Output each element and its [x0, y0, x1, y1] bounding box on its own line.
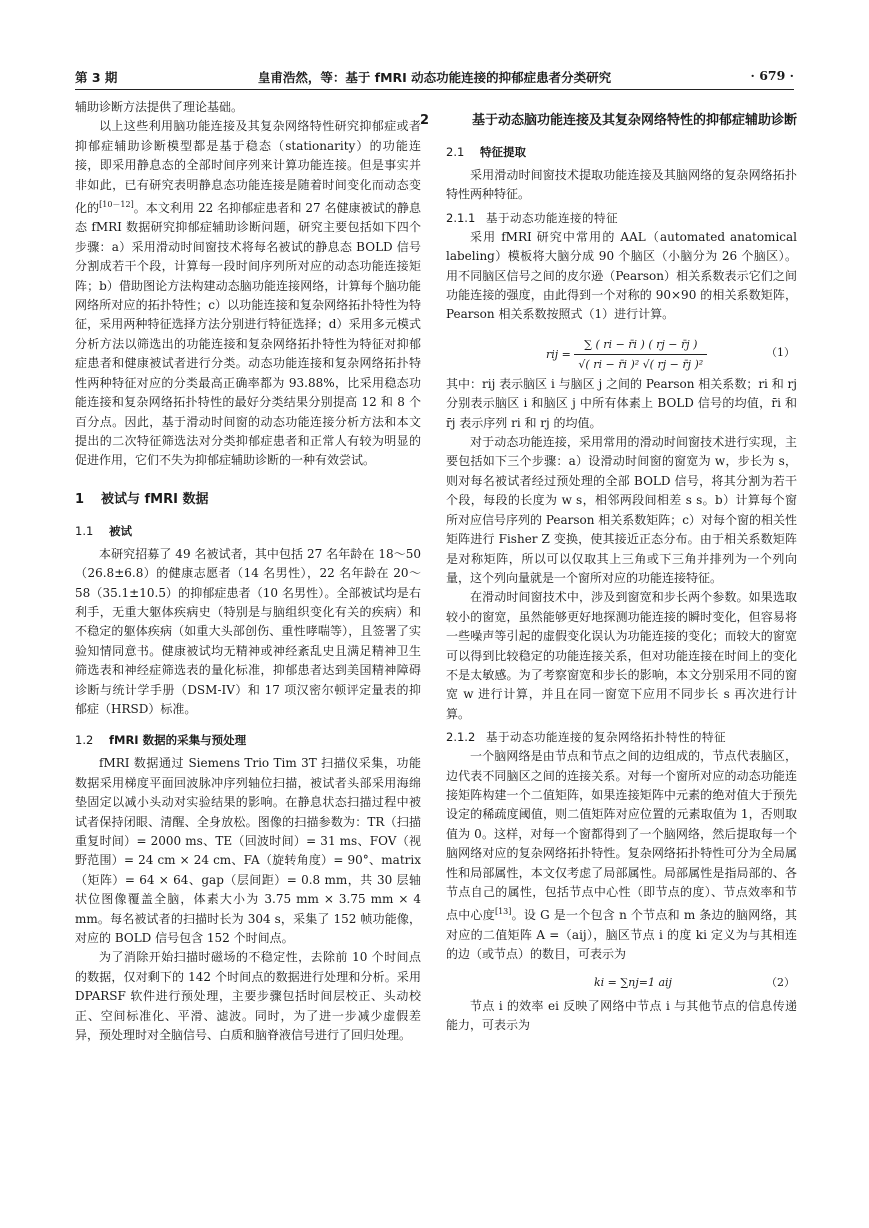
equation-expression: [546, 335, 707, 375]
paragraph-aal: 采用 fMRI 研究中常用的 AAL（automated anatomical labeling）模板将大脑分成 90 个脑区（小脑分为 26 个脑区）。用不同脑区信号之间的皮尔逊（Pearson）相关系数表示它们之间功能连接的强度，由此得到一个对称的 90×90 的相关系数矩阵，Pearson 相关系数按照式（1）进行计算。: [446, 229, 797, 322]
subsection-number: 1.1: [75, 523, 94, 538]
network-text-cont: 。设 G 是一个包含 n 个节点和 m 条边的脑网络，其对应的二值矩阵 A =（aij），脑区节点 i 的度 ki 定义为与其相连的边（或节点）的数目，可表示为: [446, 908, 797, 962]
equation-expression: ki = ∑nj=1 aij: [594, 975, 672, 989]
subsubsection-number: 2.1.1: [446, 210, 476, 225]
equation-2: [446, 971, 797, 993]
equation-denominator: √( ri − r̄i )² √( rj − r̄j )²: [578, 358, 704, 372]
subsection-heading: [75, 731, 421, 750]
paragraph-preprocessing: 为了消除开始扫描时磁场的不稳定性，去除前 10 个时间点的数据，仅对剩下的 142 个时间点的数据进行处理和分析。采用 DPARSF 软件进行预处理，主要步骤包括时间层校正、头动校正、空间标准化、平滑、滤波。同时，为了进一步减少虚假差异，预处理时对全脑信号、白质和脑脊液信号进行了回归处理。: [75, 950, 421, 1043]
subsubsection-heading: [446, 728, 797, 747]
section-title: 被试与 fMRI 数据: [101, 491, 209, 507]
subsubsection-title: 基于动态功能连接的特征: [486, 210, 618, 225]
subsection-number: 1.2: [75, 733, 94, 748]
network-text: 一个脑网络是由节点和节点之间的边组成的，节点代表脑区，边代表不同脑区之间的连接关系。对每一个窗所对应的动态功能连接矩阵构建一个二值矩阵，如果连接矩阵中元素的绝对值大于预先设定的稀疏度阈值，则二值矩阵对应位置的元素取值为 1，否则取值为 0。这样，对每一个窗都得到了一个脑网络，然后提取每一个脑网络对应的复杂网络拓扑特性。复杂网络拓扑特性可分为全局属性和局部属性，本文仅考虑了局部属性。局部属性是指局部的、各节点自己的属性，包括节点中心性（即节点的度）、节点效率和节点中心度: [446, 749, 797, 923]
right-column: [420, 98, 798, 1035]
subsubsection-number: 2.1.2: [446, 730, 476, 745]
subsection-title: 特征提取: [480, 145, 526, 159]
paragraph-eq1-explain: 其中：rij 表示脑区 i 与脑区 j 之间的 Pearson 相关系数；ri 和 rj 分别表示脑区 i 和脑区 j 中所有体素上 BOLD 信号的均值，r̄i 和 r̄j 表示序列 ri 和 rj 的均值。: [446, 376, 797, 430]
subsection-number: 2.1: [446, 145, 465, 159]
section-heading: [75, 489, 421, 510]
page-number: · 679 ·: [750, 68, 794, 83]
section-title: 基于动态脑功能连接及其复杂网络特性的抑郁症辅助诊断: [472, 113, 798, 128]
citation-ref: [10－12]: [99, 200, 134, 210]
section-heading: [420, 110, 798, 131]
running-header: [75, 64, 794, 90]
header-rule: [75, 89, 794, 90]
paragraph-efficiency: 节点 i 的效率 ei 反映了网络中节点 i 与其他节点的信息传递能力，可表示为: [446, 998, 797, 1033]
paragraph-feature-intro: 采用滑动时间窗技术提取功能连接及其脑网络的复杂网络拓扑特性两种特征。: [446, 168, 797, 202]
subsection-title: 被试: [109, 523, 132, 538]
paragraph-continued: 辅助诊断方法提供了理论基础。: [75, 100, 244, 114]
section-number: 2: [420, 113, 430, 128]
subsubsection-title: 基于动态功能连接的复杂网络拓扑特性的特征: [486, 730, 726, 745]
paragraph-subjects: 本研究招募了 49 名被试者，其中包括 27 名年龄在 18～50（26.8±6.8）的健康志愿者（14 名男性），22 名年龄在 20～58（35.1±10.5）的抑郁症患者（10 名男性）。全部被试均是右利手，无重大躯体疾病史（特别是与脑组织变化有关的疾病）和不稳定的躯体疾病（如重大头部创伤、重性哮喘等），且签署了实验知情同意书。健康被试均无精神或神经紊乱史且满足精神卫生筛选表和神经症筛选表的量化标准，抑郁患者达到美国精神障碍诊断与统计学手册（DSM-IV）和 17 项汉密尔顿评定量表的抑郁症（HRSD）标准。: [75, 546, 421, 716]
citation-ref: [13]: [494, 907, 512, 917]
intro-text-cont: 。本文利用 22 名抑郁症患者和 27 名健康被试的静息态 fMRI 数据研究抑郁症辅助诊断问题，研究主要包括如下四个步骤：a）采用滑动时间窗技术将每名被试的静息态 BOLD 信号分割成若干个段，计算每一段时间序列所对应的动态功能连接矩阵；b）借助图论方法构建动态脑功能连接网络，计算每个脑功能网络所对应的拓扑特性；c）以功能连接和复杂网络拓扑特性为特征，采用两种特征选择方法分别进行特征选择；d）采用多元模式分析方法以筛选出的功能连接和复杂网络拓扑特性为特征对抑郁症患者和健康被试者进行分类。动态功能连接和复杂网络拓扑特性两种特征对应的分类最高正确率都为 93.88%，比采用稳态功能连接和复杂网络拓扑特性的最好分类结果分别提高 12 和 8 个百分点。因此，基于滑动时间窗的动态功能连接分析方法和本文提出的二次特征筛选法对分类抑郁症患者和正常人有较为明显的促进作用，它们不失为抑郁症辅助诊断的一种有效尝试。: [75, 201, 421, 468]
subsection-title: fMRI 数据的采集与预处理: [109, 733, 247, 748]
subsubsection-heading: [446, 209, 797, 228]
paragraph-brain-network: [446, 747, 797, 964]
equation-lhs: rij =: [546, 347, 571, 361]
equation-fraction: [574, 335, 707, 375]
paragraph-window-params: 在滑动时间窗技术中，涉及到窗宽和步长两个参数。如果选取较小的窗宽，虽然能够更好地探测功能连接的瞬时变化，但容易将一些噪声等引起的虚假变化误认为功能连接的变化；而较大的窗宽可以得到比较稳定的功能连接关系，但对功能连接在时间上的变化不是太敏感。为了考察窗宽和步长的影响，本文分别采用不同的窗宽 w 进行计算，并且在同一窗宽下应用不同步长 s 再次进行计算。: [446, 590, 797, 721]
equation-number: （1）: [766, 345, 795, 359]
running-title: 皇甫浩然，等：基于 fMRI 动态功能连接的抑郁症患者分类研究: [257, 70, 612, 85]
equation-numerator: ∑ ( ri − r̄i ) ( rj − r̄j ): [574, 335, 707, 355]
paragraph-sliding-window: 对于动态功能连接，采用常用的滑动时间窗技术进行实现，主要包括如下三个步骤：a）设滑动时间窗的窗宽为 w，步长为 s，则对每名被试者经过预处理的全部 BOLD 信号，将其分割为若干个段，每段的长度为 w s，相邻两段间相差 s s。b）计算每个窗所对应信号序列的 Pearson 相关系数矩阵；c）对每个窗的相关性矩阵进行 Fisher Z 变换，使其接近正态分布。由于相关系数矩阵是对称矩阵，所以可以仅取其上三角或下三角并排列为一个列向量，这个列向量就是一个窗所对应的功能连接特征。: [446, 435, 797, 585]
equation-number: （2）: [766, 975, 795, 989]
subsection-heading: [75, 522, 421, 541]
section-number: 1: [75, 491, 85, 507]
paragraph-acquisition: fMRI 数据通过 Siemens Trio Tim 3T 扫描仪采集，功能数据采用梯度平面回波脉冲序列轴位扫描，被试者头部采用海绵垫固定以减小头动对实验结果的影响。在静息状态扫描过程中被试者保持闭眼、清醒、全身放松。图像的扫描参数为：TR（扫描重复时间）= 2000 ms、TE（回波时间）= 31 ms、FOV（视野范围）= 24 cm × 24 cm、FA（旋转角度）= 90°、matrix（矩阵）= 64 × 64、gap（层间距）= 0.8 mm，共 30 层轴状位图像覆盖全脑，体素大小为 3.75 mm × 3.75 mm × 4 mm。每名被试者的扫描时长为 304 s，采集了 152 帧功能像，对应的 BOLD 信号包含 152 个时间点。: [75, 756, 421, 946]
paragraph-intro: [75, 117, 421, 470]
equation-1: [446, 331, 797, 371]
subsection-heading: [446, 143, 797, 162]
left-column: [75, 98, 421, 1045]
issue-label: 第 3 期: [75, 70, 118, 85]
intro-text: 以上这些利用脑功能连接及其复杂网络特性研究抑郁症或者抑郁症辅助诊断模型都是基于稳态（stationarity）的功能连接，即采用静息态的全部时间序列来计算功能连接。但是事实并非如此，已有研究表明静息态功能连接是随着时间变化而动态变化的: [75, 119, 421, 216]
